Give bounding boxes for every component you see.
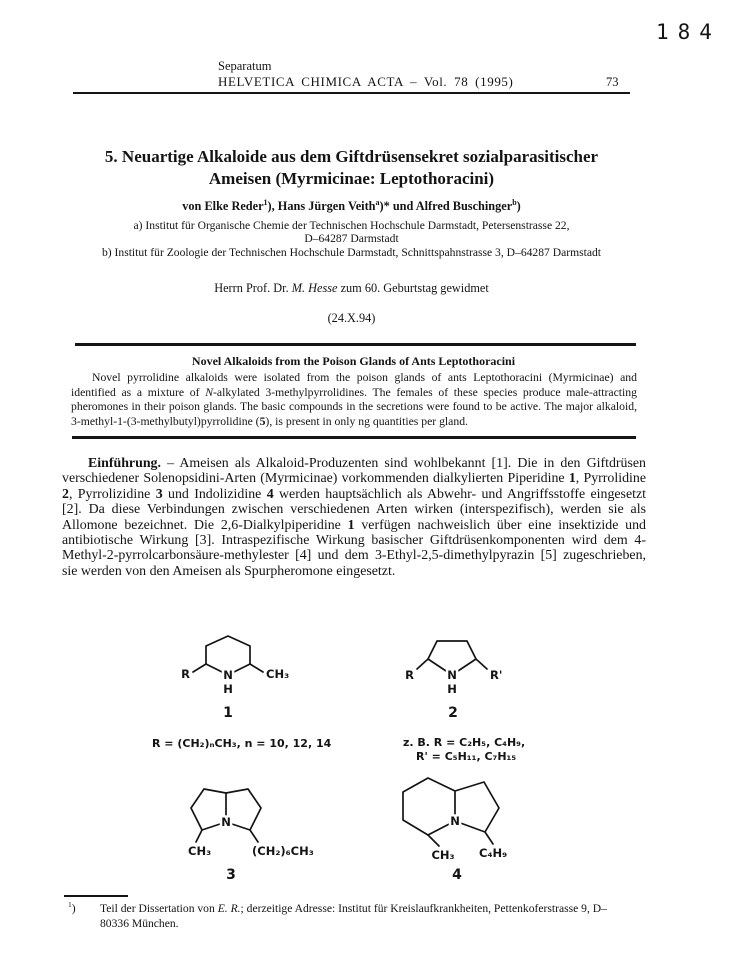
s1-compound-number: 1 (223, 705, 233, 721)
s2-h-atom-label: H (447, 682, 457, 696)
s2-n-atom-label: N (447, 668, 457, 682)
s3-chain-label: (CH₂)₆CH₃ (252, 844, 314, 858)
separatum-label: Separatum (218, 59, 272, 73)
s1-r-label: R (181, 667, 190, 681)
s1-ch3-label: CH₃ (266, 667, 290, 681)
s1-n-atom-label: N (223, 668, 233, 682)
journal-title: HELVETICA CHIMICA ACTA – Vol. 78 (1995) (218, 74, 514, 89)
received-date: (24.X.94) (327, 311, 376, 325)
footnote-text: Teil der Dissertation von E. R.; derzeitige Adresse: Institut für Kreislaufkrankheiten, Pettenkoferstrasse 9, D–80336 München. (100, 902, 607, 930)
s2-r-label: R (405, 668, 414, 682)
structure-2-rp-bond (476, 659, 487, 669)
authors-line: von Elke Reder$^1$), Hans Jürgen Veith$^a$)* und Alfred Buschinger$^b$) (182, 197, 521, 213)
journal-page-number: 73 (606, 75, 619, 89)
dedication-line: Herrn Prof. Dr. M. Hesse zum 60. Geburtstag gewidmet (214, 281, 489, 295)
s3-compound-number: 3 (226, 867, 236, 883)
abstract-title: Novel Alkaloids from the Poison Glands of Ants Leptothoracini (191, 354, 516, 368)
structure-1-ch3-bond (250, 664, 263, 672)
structure-2-pyrrolidine (403, 641, 525, 763)
s3-ch3-label: CH₃ (188, 844, 212, 858)
structure-3-chain-bond (250, 830, 258, 842)
article-title-line1: 5. Neuartige Alkaloide aus dem Giftdrüsensekret sozialparasitischer (104, 147, 599, 166)
s4-compound-number: 4 (452, 867, 462, 883)
structure-2-r-bond (417, 659, 428, 669)
structure-4-c4h9-bond (485, 832, 493, 844)
structure-3-pyrrolizidine (188, 789, 314, 883)
structure-1-r-bond (193, 664, 206, 672)
s1-formula: R = (CH₂)ₙCH₃, n = 10, 12, 14 (152, 737, 332, 750)
structure-1-piperidine (152, 636, 332, 750)
structure-4-ch3-bond (428, 835, 439, 846)
s2-formula-line1: z. B. R = C₂H₅, C₄H₉, (403, 736, 526, 749)
s4-ch3-label: CH₃ (431, 848, 455, 862)
s2-formula-line2: R' = C₅H₁₁, C₇H₁₅ (416, 750, 517, 763)
s2-compound-number: 2 (448, 705, 458, 721)
s2-rp-label: R' (490, 668, 503, 682)
affiliation-a-line2: D–64287 Darmstadt (304, 232, 399, 245)
footnote-marker: $^1$) (68, 900, 76, 915)
footnote-rule (64, 895, 128, 897)
structure-4-indolizidine (403, 778, 507, 883)
s3-n-atom-label: N (221, 815, 231, 829)
affiliation-a-line1: a) Institut für Organische Chemie der Technischen Hochschule Darmstadt, Petersenstrasse 22, (133, 219, 570, 232)
reprint-page-stamp: 184 (656, 20, 721, 44)
s4-n-atom-label: N (450, 814, 460, 828)
article-title-line2: Ameisen (Myrmicinae: Leptothoracini) (208, 168, 495, 188)
s4-chain-label: C₄H₉ (479, 846, 508, 860)
structure-3-ch3-bond (196, 830, 202, 842)
s1-h-atom-label: H (223, 682, 233, 696)
abstract-body: Novel pyrrolidine alkaloids were isolated from the poison glands of ants Leptothoracini (Myrmicinae) and identified as a mixture of N-alkylated 3-methylpyrrolidines. The females of these species produce male-attracting pheromones in their poison glands. The basic compounds in the secretions were found to be active. The major alkaloid, 3-methyl-1-(3-methylbutyl)pyrrolidine (5), is present in only ng quantities per gland. (71, 371, 637, 429)
introduction-paragraph: Einführung. – Ameisen als Alkaloid-Produzenten sind wohlbekannt [1]. Die in den Giftdrüsen verschiedener Solenopsidini-Arten (Myrmicinae) vorkommenden dialkylierten Piperidine 1, Pyrrolidine 2, Pyrrolizidine 3 und Indolizidine 4 werden hauptsächlich als Abwehr- und Angriffsstoffe eingesetzt [2]. Da diese Verbindungen zwischen verschiedenen Arten wirken (interspezifisch), werden sie als Allomone bezeichnet. Die 2,6-Dialkylpiperidine 1 verfügen nachweislich über eine insektizide und antibiotische Wirkung [3]. Intraspezifische Wirkung basischer Giftdrüsenkomponenten wird dem 4-Methyl-2-pyrrolcarbonsäure-methylester [4] und dem 3-Ethyl-2,5-dimethylpyrazin [5] zugeschrieben, sie werden von den Ameisen als Spurpheromone eingesetzt. (62, 456, 647, 579)
affiliation-b: b) Institut für Zoologie der Technischen Hochschule Darmstadt, Schnittspahnstrasse 3, D–64287 Darmstadt (101, 246, 601, 259)
